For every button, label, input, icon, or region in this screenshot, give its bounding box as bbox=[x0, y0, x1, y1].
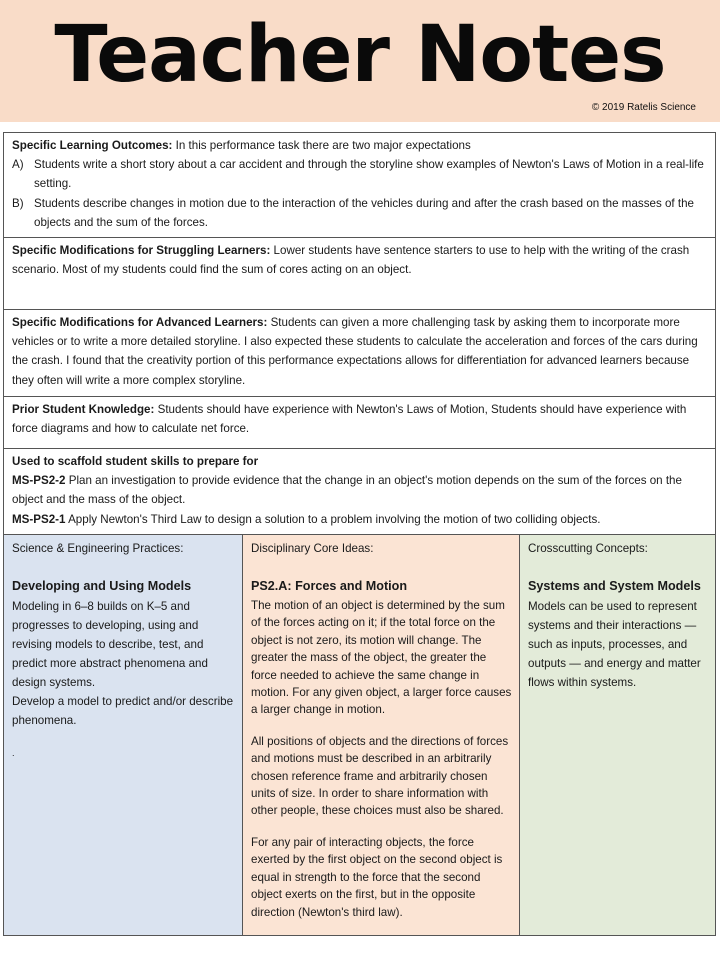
struggling-label: Specific Modifications for Struggling Learners: bbox=[12, 244, 271, 257]
standard-text: Apply Newton's Third Law to design a solution to a problem involving the motion of two colliding objects. bbox=[68, 512, 601, 526]
core-ideas-paragraph: All positions of objects and the directions of forces and motions must be described in an arbitrarily chosen reference frame and arbitrarily chosen units of size. In order to share information with other people, these choices must also be shared. bbox=[251, 734, 509, 818]
outcomes-label: Specific Learning Outcomes: bbox=[12, 139, 173, 152]
outcomes-intro: In this performance task there are two major expectations bbox=[175, 139, 471, 152]
notes-table bbox=[3, 132, 716, 936]
struggling-section bbox=[4, 238, 715, 310]
list-item bbox=[12, 155, 706, 193]
standard-code: MS-PS2-2 bbox=[12, 474, 66, 488]
core-ideas-paragraph: For any pair of interacting objects, the force exerted by the first object on the second object is equal in strength to the force that the second object exerts on the first, but in the opposite direction (Newton's third law). bbox=[251, 835, 503, 919]
core-ideas-heading: Disciplinary Core Ideas: bbox=[251, 542, 374, 555]
prior-knowledge-label: Prior Student Knowledge: bbox=[12, 403, 155, 416]
core-ideas-subheading: PS2.A: Forces and Motion bbox=[251, 579, 408, 593]
list-item bbox=[12, 194, 706, 232]
advanced-label: Specific Modifications for Advanced Learners: bbox=[12, 316, 268, 329]
copyright-notice: © 2019 Ratelis Science bbox=[591, 102, 696, 113]
standard-item bbox=[12, 510, 706, 529]
practices-bullet: Develop a model to predict and/or describe phenomena. bbox=[12, 695, 234, 727]
practices-heading: Science & Engineering Practices: bbox=[12, 542, 184, 555]
list-marker: B) bbox=[12, 196, 24, 210]
struggling-text: Lower students have sentence starters to use to help with the writing of the crash scenario. Most of my students could find the sum of cores acting on an object. bbox=[12, 244, 690, 277]
practices-column bbox=[4, 535, 243, 935]
core-ideas-paragraph: The motion of an object is determined by the sum of the forces acting on it; if the total force on the object is not zero, its motion will change. The greater the mass of the object, the greater the force needed to achieve the same change in motion. For any given object, a larger force causes a larger change in motion. bbox=[251, 599, 512, 717]
crosscutting-text: Models can be used to represent systems and their interactions — such as inputs, processes, and outputs — and energy and matter flows within systems. bbox=[528, 600, 701, 689]
list-marker: A) bbox=[12, 158, 24, 172]
practices-text: Modeling in 6–8 builds on K–5 and progresses to developing, using and revising models to describe, test, and predict more abstract phenomena and design systems. bbox=[12, 600, 208, 689]
scaffold-label: Used to scaffold student skills to prepare for bbox=[12, 455, 259, 468]
advanced-text: Students can given a more challenging task by asking them to incorporate more vehicles or to write a more detailed storyline. I also expected these students to calculate the acceleration and forces of the cars during the crash. I found that the creativity portion of this performance expectations allows for differentiation for advanced learners because they often will write a more complex storyline. bbox=[12, 316, 698, 387]
list-text: Students describe changes in motion due to the interaction of the vehicles during and after the crash based on the masses of the objects and the sum of the forces. bbox=[34, 196, 694, 229]
page-title: Teacher Notes bbox=[54, 10, 666, 100]
scaffold-section bbox=[4, 449, 715, 535]
crosscutting-subheading: Systems and System Models bbox=[528, 579, 701, 593]
standard-text: Plan an investigation to provide evidence that the change in an object's motion depends on the sum of the forces on the object and the mass of the object. bbox=[12, 474, 682, 507]
outcomes-section bbox=[4, 133, 715, 238]
practices-subheading: Developing and Using Models bbox=[12, 579, 192, 593]
practices-dot: . bbox=[12, 748, 15, 758]
core-ideas-column bbox=[243, 535, 520, 935]
prior-knowledge-text: Students should have experience with Newton's Laws of Motion, Students should have experience with force diagrams and how to calculate net force. bbox=[12, 403, 687, 436]
prior-knowledge-section bbox=[4, 397, 715, 449]
advanced-section bbox=[4, 310, 715, 397]
standards-columns bbox=[4, 535, 715, 935]
crosscutting-column bbox=[520, 535, 715, 935]
header-banner bbox=[0, 0, 720, 122]
crosscutting-heading: Crosscutting Concepts: bbox=[528, 542, 648, 555]
standard-item bbox=[12, 471, 706, 509]
standard-code: MS-PS2-1 bbox=[12, 512, 66, 526]
list-text: Students write a short story about a car accident and through the storyline show examples of Newton's Laws of Motion in a real-life setting. bbox=[34, 158, 704, 191]
